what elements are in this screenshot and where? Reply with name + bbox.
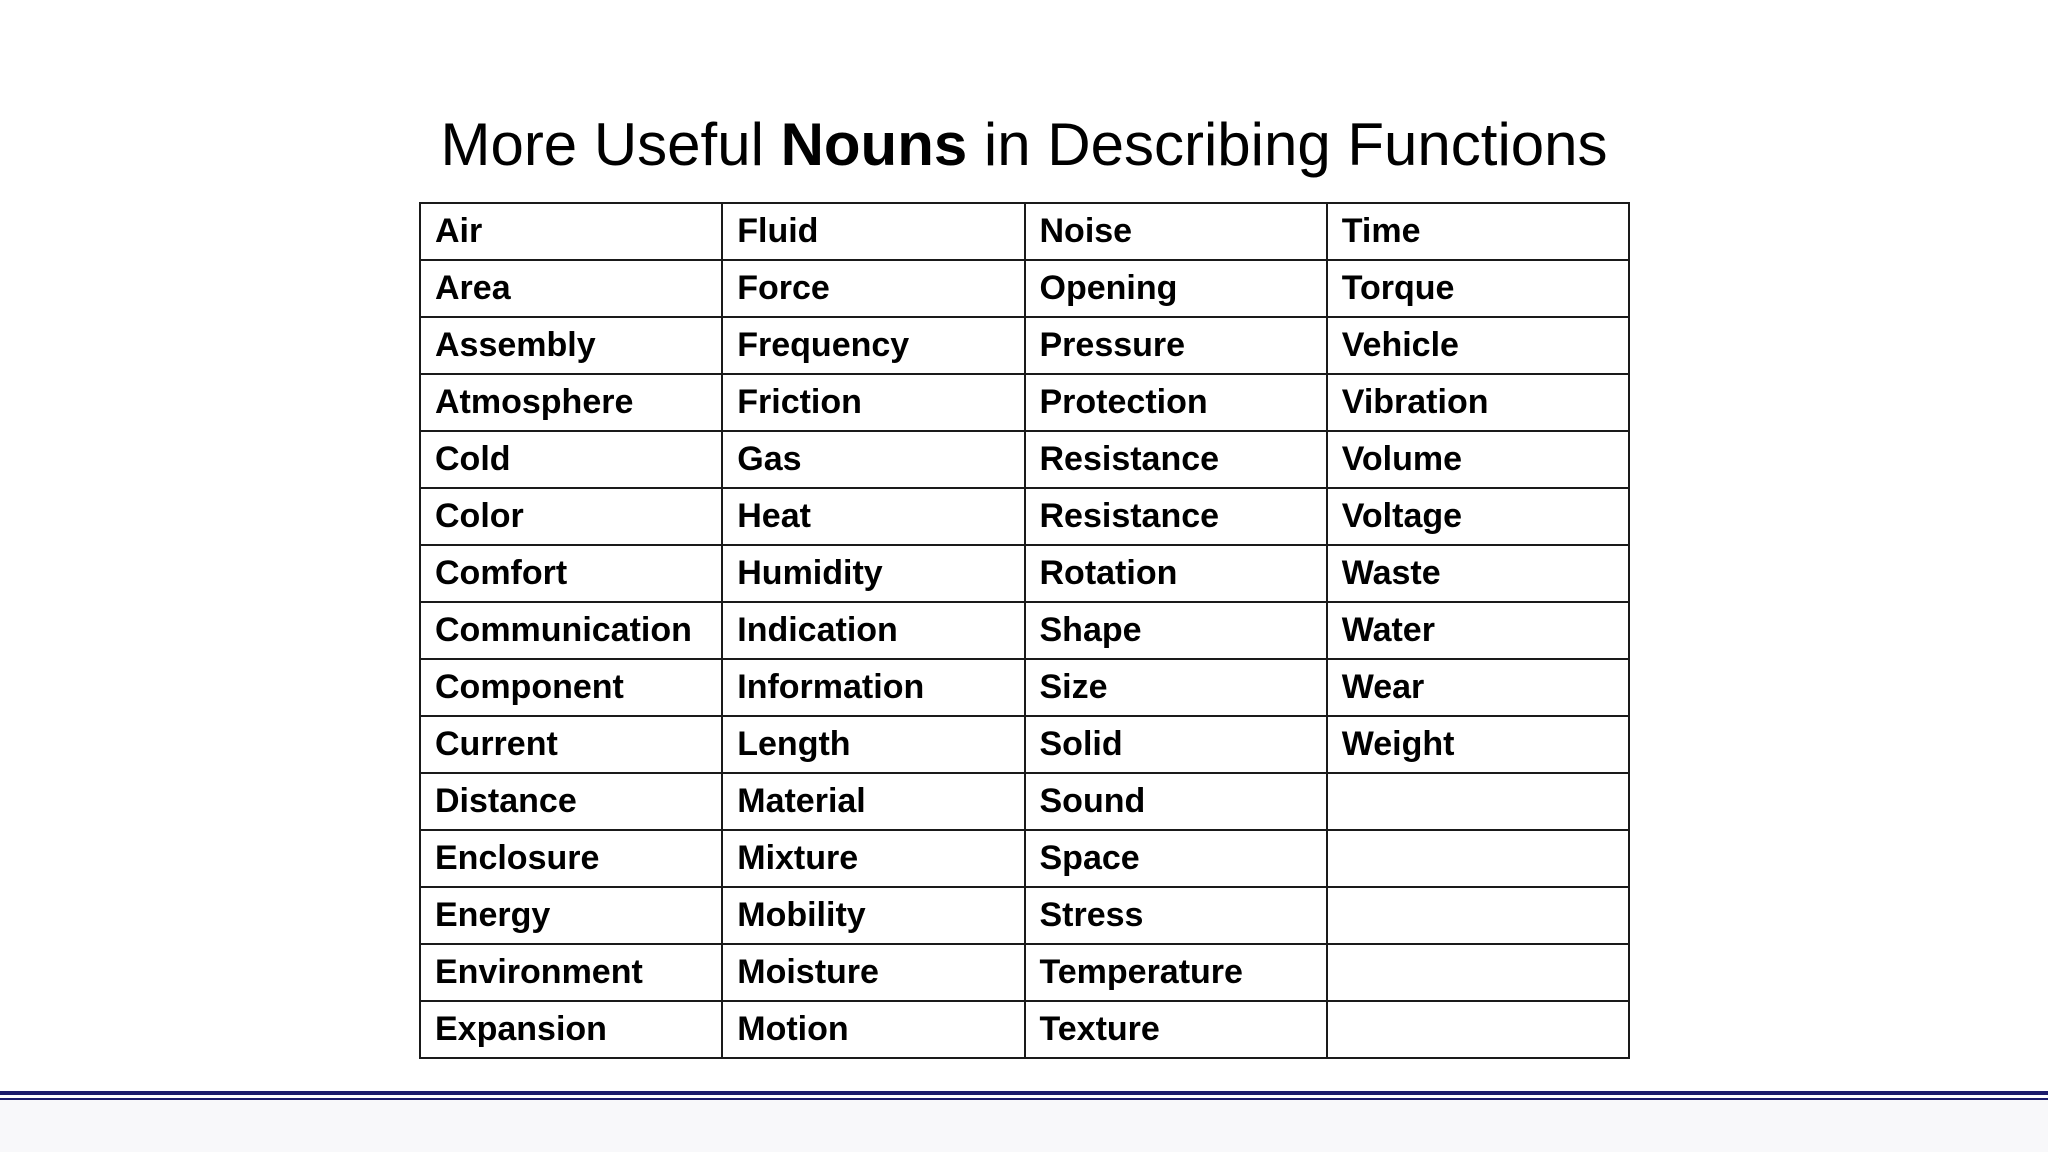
table-cell: Temperature <box>1025 944 1327 1001</box>
table-cell: Humidity <box>722 545 1024 602</box>
table-cell: Resistance <box>1025 488 1327 545</box>
table-row <box>420 203 1629 260</box>
table-cell <box>1327 1001 1629 1058</box>
table-cell: Vibration <box>1327 374 1629 431</box>
table-row <box>420 773 1629 830</box>
table-row <box>420 488 1629 545</box>
table-cell: Assembly <box>420 317 722 374</box>
table-cell: Force <box>722 260 1024 317</box>
table-cell: Waste <box>1327 545 1629 602</box>
table-cell: Enclosure <box>420 830 722 887</box>
table-cell <box>1327 773 1629 830</box>
table-cell <box>1327 830 1629 887</box>
table-row <box>420 830 1629 887</box>
table-cell: Comfort <box>420 545 722 602</box>
table-cell: Mobility <box>722 887 1024 944</box>
table-cell: Sound <box>1025 773 1327 830</box>
table-cell: Time <box>1327 203 1629 260</box>
title-suffix: in Describing Functions <box>967 111 1608 178</box>
nouns-table-body <box>420 203 1629 1058</box>
table-cell: Water <box>1327 602 1629 659</box>
table-cell: Friction <box>722 374 1024 431</box>
table-cell: Color <box>420 488 722 545</box>
table-cell: Voltage <box>1327 488 1629 545</box>
table-row <box>420 374 1629 431</box>
table-row <box>420 887 1629 944</box>
table-cell: Texture <box>1025 1001 1327 1058</box>
table-cell: Resistance <box>1025 431 1327 488</box>
table-cell: Weight <box>1327 716 1629 773</box>
table-cell: Distance <box>420 773 722 830</box>
table-row <box>420 1001 1629 1058</box>
table-row <box>420 659 1629 716</box>
table-cell: Indication <box>722 602 1024 659</box>
table-cell: Torque <box>1327 260 1629 317</box>
table-row <box>420 317 1629 374</box>
table-cell: Noise <box>1025 203 1327 260</box>
table-cell: Stress <box>1025 887 1327 944</box>
title-emphasis: Nouns <box>780 111 968 178</box>
table-cell: Size <box>1025 659 1327 716</box>
title-prefix: More Useful <box>440 111 781 178</box>
footer-band <box>0 1100 2048 1152</box>
table-cell <box>1327 944 1629 1001</box>
table-cell: Moisture <box>722 944 1024 1001</box>
table-row <box>420 716 1629 773</box>
table-cell: Frequency <box>722 317 1024 374</box>
table-cell: Gas <box>722 431 1024 488</box>
table-cell: Environment <box>420 944 722 1001</box>
table-cell: Atmosphere <box>420 374 722 431</box>
table-cell: Opening <box>1025 260 1327 317</box>
table-cell: Wear <box>1327 659 1629 716</box>
table-cell: Expansion <box>420 1001 722 1058</box>
footer-rule-thick <box>0 1091 2048 1095</box>
table-cell: Material <box>722 773 1024 830</box>
table-cell: Area <box>420 260 722 317</box>
table-cell <box>1327 887 1629 944</box>
table-cell: Fluid <box>722 203 1024 260</box>
table-cell: Mixture <box>722 830 1024 887</box>
table-cell: Protection <box>1025 374 1327 431</box>
table-row <box>420 431 1629 488</box>
table-cell: Space <box>1025 830 1327 887</box>
table-cell: Heat <box>722 488 1024 545</box>
table-cell: Length <box>722 716 1024 773</box>
table-row <box>420 602 1629 659</box>
table-cell: Pressure <box>1025 317 1327 374</box>
table-cell: Rotation <box>1025 545 1327 602</box>
nouns-table <box>419 202 1630 1059</box>
table-row <box>420 260 1629 317</box>
page-title <box>0 105 2048 185</box>
table-cell: Motion <box>722 1001 1024 1058</box>
table-cell: Volume <box>1327 431 1629 488</box>
table-cell: Cold <box>420 431 722 488</box>
table-cell: Communication <box>420 602 722 659</box>
table-cell: Vehicle <box>1327 317 1629 374</box>
table-cell: Component <box>420 659 722 716</box>
table-row <box>420 545 1629 602</box>
table-cell: Solid <box>1025 716 1327 773</box>
table-cell: Current <box>420 716 722 773</box>
table-cell: Shape <box>1025 602 1327 659</box>
table-cell: Air <box>420 203 722 260</box>
table-row <box>420 944 1629 1001</box>
table-cell: Information <box>722 659 1024 716</box>
table-cell: Energy <box>420 887 722 944</box>
